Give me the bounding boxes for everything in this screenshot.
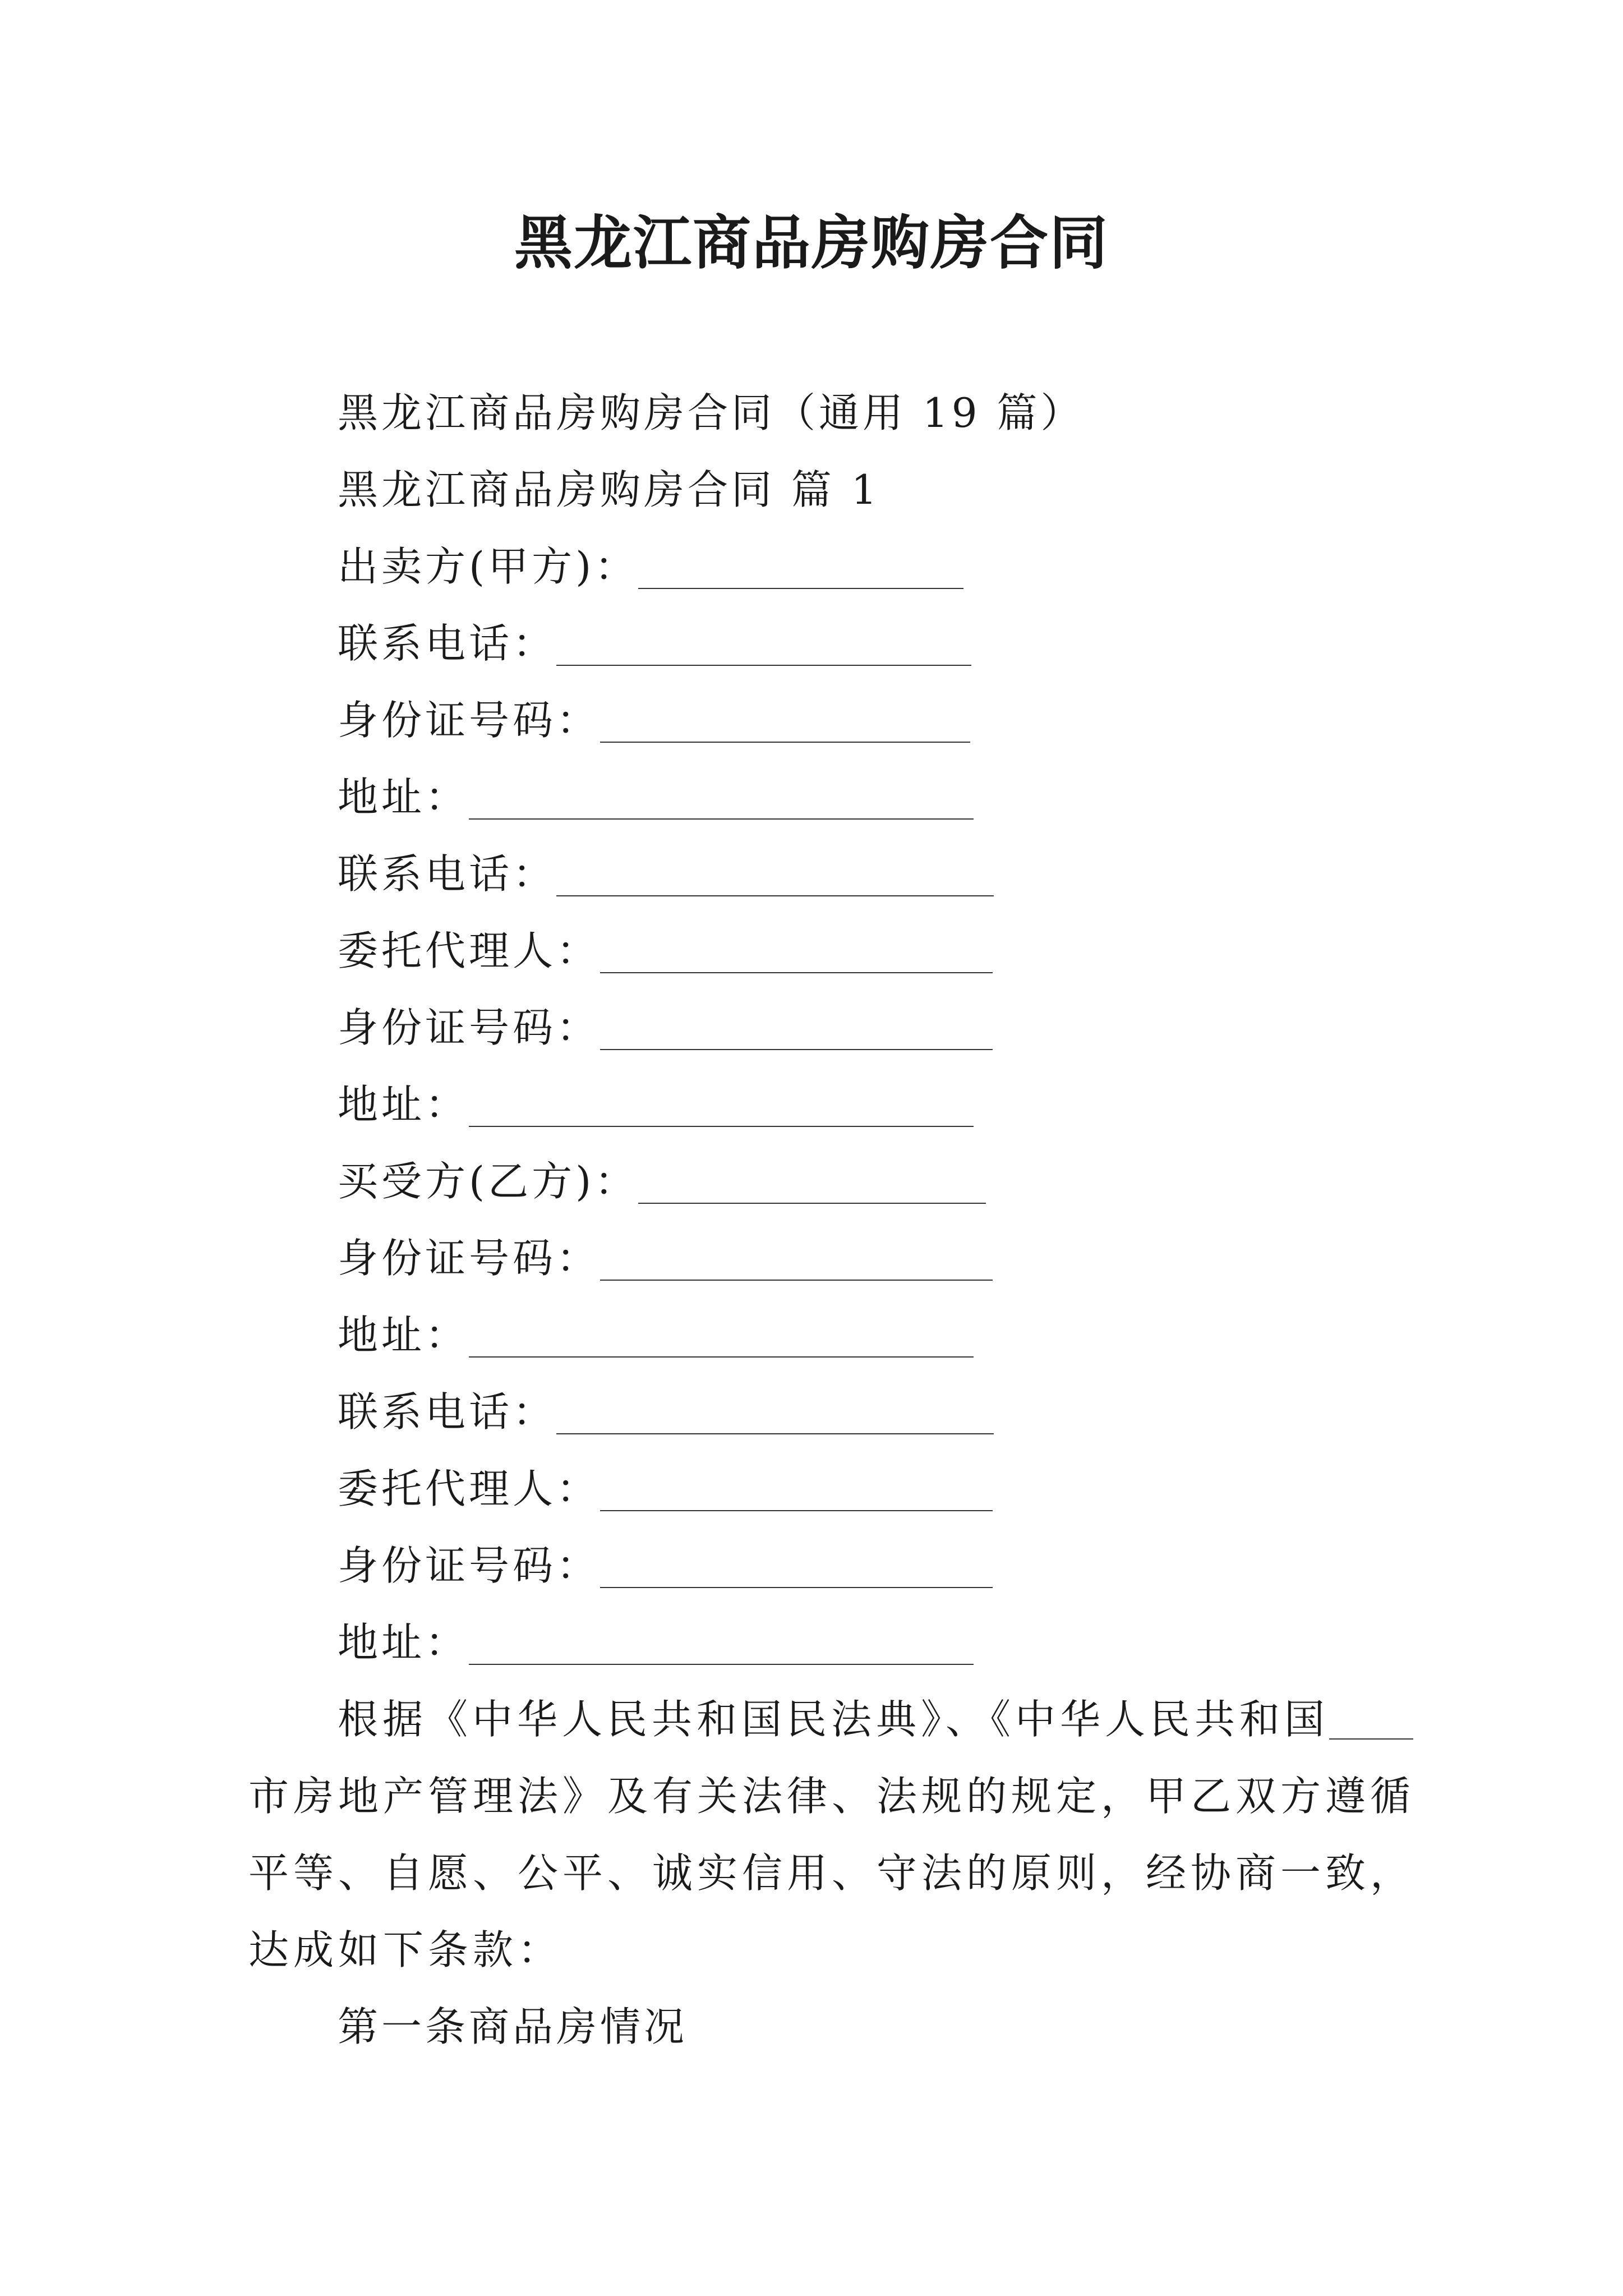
field-label: 联系电话： [338, 620, 557, 667]
field-label: 地址： [338, 1619, 469, 1666]
paragraph-line: 市房地产管理法》及有关法律、法规的规定，甲乙双方遵循 [248, 1773, 1415, 1820]
seller-agent-id-field[interactable] [338, 1001, 993, 1055]
seller-name-field[interactable] [338, 540, 963, 593]
paragraph-line: 平等、自愿、公平、诚实信用、守法的原则，经协商一致， [248, 1849, 1415, 1897]
field-blank-line[interactable] [638, 1162, 986, 1204]
field-blank-line[interactable] [556, 1393, 994, 1434]
buyer-name-field[interactable] [338, 1154, 986, 1208]
field-label: 身份证号码： [338, 1235, 601, 1282]
field-label: 委托代理人： [338, 1465, 601, 1512]
field-label: 出卖方(甲方)： [338, 543, 639, 590]
field-blank-line[interactable] [600, 932, 993, 973]
field-blank-line[interactable] [600, 1470, 993, 1511]
field-label: 买受方(乙方)： [338, 1158, 639, 1205]
field-blank-line[interactable] [556, 855, 994, 896]
seller-agent-phone-field[interactable] [338, 847, 994, 901]
field-blank-line[interactable] [469, 1623, 974, 1665]
field-label: 地址： [338, 774, 469, 821]
seller-address-field[interactable] [338, 770, 974, 824]
buyer-agent-id-field[interactable] [338, 1539, 993, 1593]
buyer-agent-field[interactable] [338, 1462, 993, 1516]
field-blank-line[interactable] [600, 1009, 993, 1050]
seller-agent-field[interactable] [338, 924, 993, 978]
article-heading: 第一条商品房情况 [338, 2003, 688, 2050]
field-label: 身份证号码： [338, 1004, 601, 1051]
paragraph-line: 达成如下条款： [248, 1926, 563, 1973]
buyer-phone-field[interactable] [338, 1385, 994, 1439]
field-label: 委托代理人： [338, 927, 601, 974]
field-label: 身份证号码： [338, 1542, 601, 1589]
field-label: 地址： [338, 1312, 469, 1359]
field-label: 身份证号码： [338, 697, 601, 744]
field-blank-line[interactable] [600, 1547, 993, 1588]
paragraph-line [338, 1692, 1413, 1746]
field-blank-line[interactable] [600, 1239, 993, 1281]
field-blank-line[interactable] [469, 1085, 974, 1127]
seller-agent-address-field[interactable] [338, 1078, 974, 1131]
seller-phone-field[interactable] [338, 616, 971, 670]
field-label: 地址： [338, 1081, 469, 1128]
field-blank-line[interactable] [600, 701, 970, 743]
field-blank-line[interactable] [469, 1316, 974, 1358]
field-label: 联系电话： [338, 850, 557, 898]
field-blank-line[interactable] [556, 624, 971, 666]
paragraph-text: 根据《中华人民共和国民法典》、《中华人民共和国 [338, 1696, 1330, 1743]
document-subtitle: 黑龙江商品房购房合同（通用 19 篇） [338, 389, 1085, 436]
buyer-address-field[interactable] [338, 1308, 974, 1362]
field-label: 联系电话： [338, 1388, 557, 1435]
page-title: 黑龙江商品房购房合同 [514, 208, 1109, 277]
field-blank-line[interactable] [638, 547, 963, 589]
city-blank-line[interactable] [1329, 1699, 1413, 1740]
buyer-agent-address-field[interactable] [338, 1616, 974, 1669]
buyer-id-field[interactable] [338, 1231, 993, 1285]
section-heading: 黑龙江商品房购房合同 篇 1 [338, 466, 880, 513]
seller-id-field[interactable] [338, 693, 970, 747]
field-blank-line[interactable] [469, 778, 974, 820]
